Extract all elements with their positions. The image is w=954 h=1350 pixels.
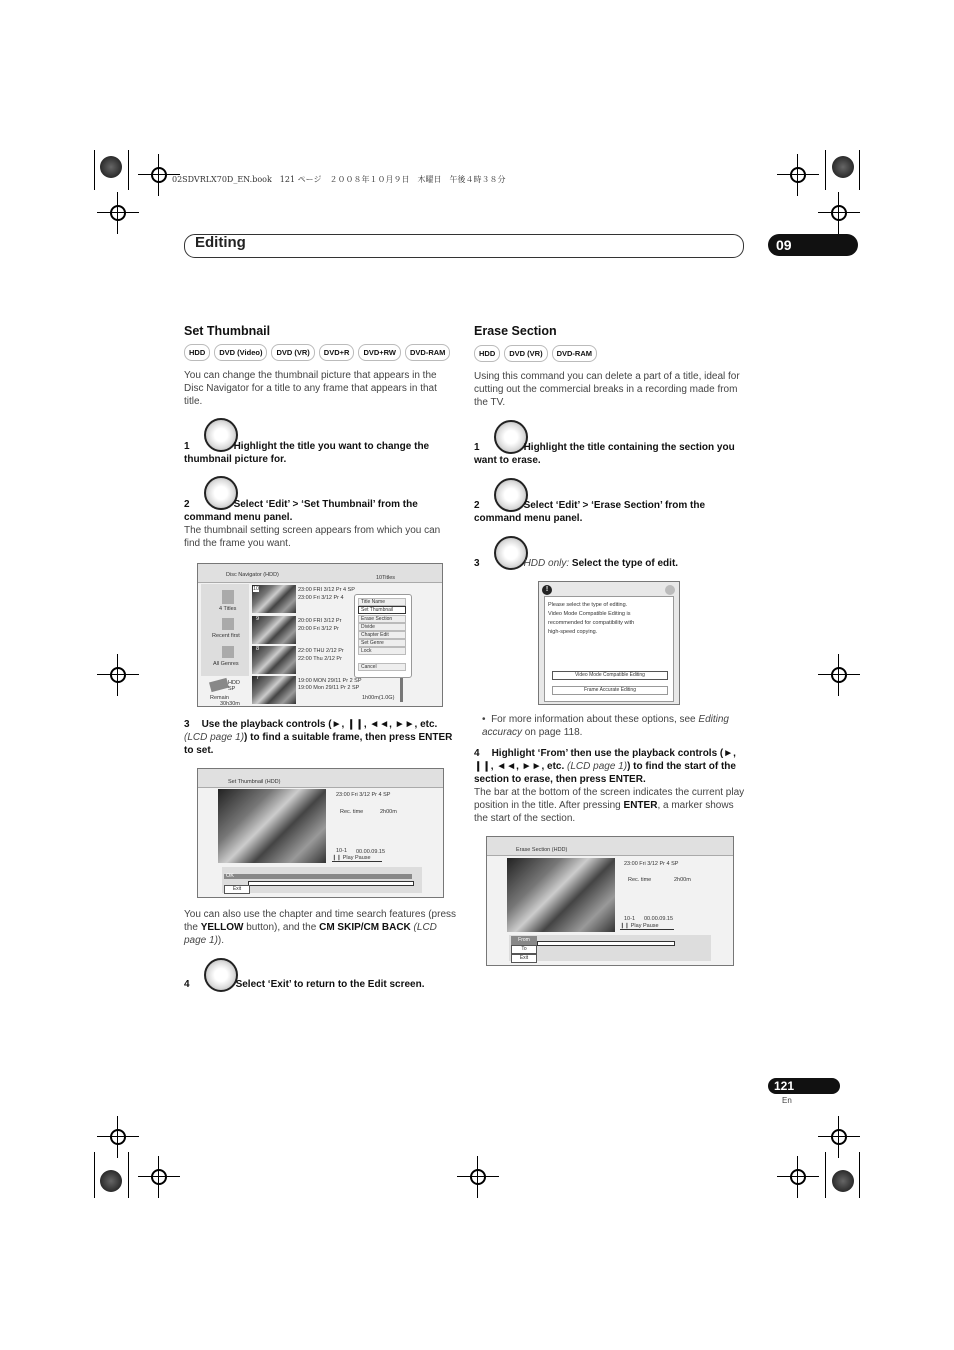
registration-mark	[105, 1124, 131, 1150]
disc-badges	[474, 345, 597, 362]
disc-badges	[184, 344, 450, 361]
rec-time-value: 2h00m	[674, 877, 691, 883]
erase-section-screen	[486, 836, 734, 966]
timecode: 00.00.09.15	[644, 916, 674, 922]
from-button[interactable]: From	[511, 936, 537, 945]
registration-mark	[785, 1164, 811, 1190]
header-bar	[184, 234, 744, 258]
disc-badge: HDD	[474, 345, 500, 362]
remain-label: Remain	[210, 695, 229, 701]
title-info: 22:00 Thu 2/12 Pr	[298, 656, 342, 662]
play-status: ❙❙ Play Pause	[332, 855, 382, 862]
erase-section-heading: Erase Section	[474, 324, 557, 338]
disc-badge: DVD+R	[319, 344, 355, 361]
remain-value: 30h30m	[220, 701, 240, 707]
intro-text: You can change the thumbnail picture that appears in the Disc Navigator for a title to any frame that appears in that title.	[184, 370, 437, 407]
timeline-bar	[537, 941, 675, 946]
registration-mark	[105, 200, 131, 226]
title-info: 23:00 Fri 3/12 Pr 4	[298, 595, 344, 601]
registration-mark	[146, 1164, 172, 1190]
set-thumbnail-heading: Set Thumbnail	[184, 324, 271, 338]
title-number: 8	[256, 646, 260, 652]
title-number: 10	[253, 586, 260, 592]
disc-badge: DVD (VR)	[271, 344, 314, 361]
duration: 1h00m(1.0G)	[362, 695, 395, 701]
hdd-label: HDD	[228, 680, 240, 686]
menu-item: Lock	[358, 647, 406, 655]
section-title: Editing	[195, 234, 246, 251]
print-header: 02SDVRLX70D_EN.book 121 ページ ２００８年１０月９日 木曜日 午後４時３８分	[172, 175, 506, 184]
color-target	[100, 156, 122, 178]
preview-image	[218, 789, 326, 863]
crop-line	[128, 1152, 129, 1198]
frame-accurate-option[interactable]: Frame Accurate Editing	[552, 686, 668, 695]
title-info: 19:00 MON 29/11 Pr 2 SP	[298, 678, 362, 684]
registration-mark	[105, 662, 131, 688]
control-panel	[509, 935, 711, 961]
dialog-message: high-speed copying.	[548, 629, 598, 635]
dialog-message: recommended for compatibility with	[548, 620, 635, 626]
disc-badge: HDD	[184, 344, 210, 361]
disc-badge: DVD (Video)	[214, 344, 267, 361]
menu-item-selected: Set Thumbnail	[358, 606, 406, 614]
step-2-description: The thumbnail setting screen appears from which you can find the frame you want.	[184, 525, 441, 549]
disc-badge: DVD (VR)	[504, 345, 547, 362]
title-info: 20:00 Fri 3/12 Pr	[298, 626, 339, 632]
page-number: 121	[768, 1078, 840, 1094]
title-count: 10Titles	[376, 575, 396, 581]
exit-button[interactable]: Exit	[224, 885, 250, 894]
title-info: 22:00 THU 2/12 Pr	[298, 648, 344, 654]
screen-title: Erase Section (HDD)	[516, 847, 568, 853]
genre-icon	[222, 646, 234, 658]
sort-icon	[222, 618, 234, 630]
to-button[interactable]: To	[511, 945, 537, 954]
menu-item: Title Name	[358, 598, 406, 606]
title-info: 19:00 Mon 29/11 Pr 2 SP	[298, 685, 360, 691]
registration-mark	[785, 162, 811, 188]
folder-icon	[222, 590, 234, 604]
crop-line	[825, 1152, 826, 1198]
timecode: 00.00.09.15	[356, 849, 386, 855]
crop-line	[94, 150, 95, 190]
search-note: You can also use the chapter and time search features (press the YELLOW button), and the CM SKIP/CM BACK (LCD page 1)).	[184, 909, 457, 946]
disc-navigator-screen	[197, 563, 443, 707]
disc-badge: DVD-RAM	[552, 345, 597, 362]
step-3: 3 Use the playback controls (►, ❙❙, ◄◄, ►►, etc. (LCD page 1)) to find a suitable frame, then press ENTER to set.	[184, 719, 453, 756]
position: 10-1	[624, 916, 636, 922]
menu-item: Divide	[358, 623, 406, 631]
color-target	[832, 1170, 854, 1192]
menu-item: Set Genre	[358, 639, 406, 647]
registration-mark	[465, 1164, 491, 1190]
title-info: 23:00 Fri 3/12 Pr 4 SP	[624, 861, 679, 867]
side-label: 4 Titles	[219, 606, 237, 612]
exit-button[interactable]: Exit	[511, 954, 537, 963]
disc-badge: DVD+RW	[358, 344, 401, 361]
dialog-message: Video Mode Compatible Editing is	[548, 611, 631, 617]
step-1: 1 Highlight the title you want to change the thumbnail picture for.	[184, 441, 430, 465]
title-info: 23:00 FRI 3/12 Pr 4 SP	[298, 587, 355, 593]
step-4-description: The bar at the bottom of the screen indicates the current play position in the title. After pressing ENTER, a marker shows the start of the section.	[474, 787, 745, 824]
menu-item: Cancel	[358, 663, 406, 671]
crop-line	[128, 150, 129, 190]
disc-badge: DVD-RAM	[405, 344, 450, 361]
rec-time-label: Rec. time	[340, 809, 364, 815]
warning-icon: !	[542, 585, 552, 595]
disc-icon	[665, 585, 675, 595]
sp-label: SP	[228, 686, 236, 692]
ok-button[interactable]: OK	[226, 873, 234, 879]
crop-line	[825, 150, 826, 190]
menu-item: Erase Section	[358, 615, 406, 623]
registration-mark	[826, 662, 852, 688]
rec-time-value: 2h00m	[380, 809, 397, 815]
color-target	[100, 1170, 122, 1192]
intro-text: Using this command you can delete a part of a title, ideal for cutting out the commercial breaks in a recording made from the TV.	[474, 371, 740, 408]
side-label: Recent first	[212, 633, 240, 639]
scroll-track	[400, 678, 403, 702]
preview-image	[507, 858, 615, 932]
crop-line	[94, 1152, 95, 1198]
step-3: 3 HDD only: Select the type of edit.	[474, 558, 679, 569]
play-status: ❙❙ Play Pause	[620, 923, 674, 930]
menu-item: Chapter Edit	[358, 631, 406, 639]
position: 10-1	[336, 848, 348, 854]
screen-title: Disc Navigator (HDD)	[226, 572, 279, 578]
language-code: En	[782, 1096, 792, 1105]
step-4: 4 Highlight ‘From’ then use the playback controls (►, ❙❙, ◄◄, ►►, etc. (LCD page 1)) to find the start of the section to erase, then press ENTER.	[474, 748, 736, 785]
set-thumbnail-screen	[197, 768, 444, 898]
video-mode-option[interactable]: Video Mode Compatible Editing	[552, 671, 668, 680]
step-2: 2 Select ‘Edit’ > ‘Set Thumbnail’ from the command menu panel.	[184, 499, 418, 523]
color-target	[832, 156, 854, 178]
crop-line	[859, 150, 860, 190]
more-info-bullet: • For more information about these options, see Editing accuracy on page 118.	[482, 714, 729, 738]
registration-mark	[826, 1124, 852, 1150]
registration-mark	[826, 200, 852, 226]
edit-type-dialog-screen	[538, 581, 680, 705]
rec-time-label: Rec. time	[628, 877, 652, 883]
step-1: 1 Highlight the title containing the section you want to erase.	[474, 442, 735, 466]
chapter-number: 09	[768, 234, 858, 256]
step-2: 2 Select ‘Edit’ > ‘Erase Section’ from the command menu panel.	[474, 500, 706, 524]
title-number: 7	[256, 675, 260, 681]
control-panel	[222, 867, 422, 893]
title-number: 9	[256, 616, 260, 622]
screen-title: Set Thumbnail (HDD)	[228, 779, 281, 785]
position-bar	[224, 874, 412, 879]
title-info: 20:00 FRI 3/12 Pr	[298, 618, 342, 624]
title-info: 23:00 Fri 3/12 Pr 4 SP	[336, 792, 391, 798]
hdd-icon	[209, 678, 229, 692]
side-label: All Genres	[213, 661, 239, 667]
step-4: 4 Select ‘Exit’ to return to the Edit screen.	[184, 979, 425, 990]
timeline-bar	[248, 881, 414, 886]
registration-mark	[146, 162, 172, 188]
dialog-message: Please select the type of editing.	[548, 602, 628, 608]
crop-line	[859, 1152, 860, 1198]
